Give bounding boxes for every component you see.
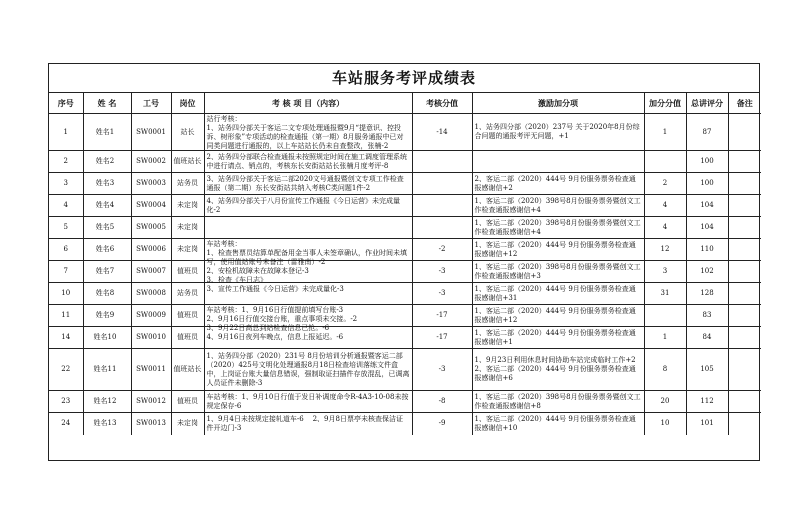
cell-post-text: 值班站长 — [173, 365, 202, 373]
cell-note — [728, 327, 761, 349]
cell-id — [131, 327, 171, 349]
cell-seq — [49, 195, 83, 217]
cell-bonus-items — [472, 114, 644, 151]
cell-deduct — [412, 195, 472, 217]
cell-name — [83, 195, 131, 217]
cell-deduct — [412, 391, 472, 413]
cell-post — [171, 114, 204, 151]
cell-items-text: 1、站务四分部（2020）231号 8月份培训分析通报暨客运二部（2020）425号文明化处理通报8月18日检查培训落练文件盒中，上岗证台账大量信息错误，强制取证扫描件存放混乱，已调离人员证件未删除-3 — [206, 351, 410, 387]
cell-total-text: 87 — [702, 127, 712, 136]
cell-bonus-items — [472, 261, 644, 283]
cell-bonus-text: 1 — [662, 333, 668, 341]
cell-post — [171, 349, 204, 391]
cell-post-text: 未定岗 — [177, 223, 198, 231]
cell-bonus-text: 20 — [660, 397, 670, 405]
cell-id-text: SW0012 — [136, 397, 166, 405]
header-note: 备注 — [728, 93, 761, 114]
cell-id-text: SW0001 — [136, 127, 166, 136]
cell-items — [204, 239, 412, 293]
header-total: 总讲评分 — [686, 93, 728, 114]
cell-total-text: 100 — [700, 157, 714, 165]
cell-bonus-items — [472, 239, 644, 261]
cell-id — [131, 349, 171, 391]
cell-post — [171, 413, 204, 435]
cell-total-text: 84 — [702, 333, 712, 341]
cell-id-text: SW0011 — [136, 365, 166, 373]
cell-post-text: 值班员 — [177, 333, 198, 341]
cell-bonus — [644, 283, 686, 305]
cell-seq — [49, 217, 83, 239]
cell-items-text: 4、站务四分部关于八月份宣传工作通报《今日运营》未完成量化-2 — [206, 196, 400, 214]
cell-note — [728, 413, 761, 435]
cell-note — [728, 114, 761, 151]
cell-bonus — [644, 327, 686, 349]
cell-deduct — [412, 239, 472, 261]
cell-deduct — [412, 217, 472, 239]
cell-id-text: SW0003 — [136, 179, 166, 187]
cell-bonus-items-text: 1、客运二部（2020）398号8月份服务票务暨创文工作检查通报感谢信+4 — [474, 196, 641, 214]
cell-post-text: 未定岗 — [177, 245, 198, 253]
cell-deduct — [412, 114, 472, 151]
cell-total-text: 83 — [702, 311, 712, 319]
cell-bonus — [644, 173, 686, 195]
cell-seq — [49, 173, 83, 195]
cell-bonus-text: 2 — [662, 179, 668, 187]
cell-bonus-text: 10 — [660, 419, 670, 428]
cell-bonus-items-text: 1、客运二部（2020）444号 9月份服务票务检查通报感谢信+10 — [474, 414, 636, 432]
cell-note — [728, 305, 761, 327]
cell-bonus — [644, 349, 686, 391]
cell-total-text: 105 — [700, 365, 714, 373]
cell-name — [83, 151, 131, 173]
table-row — [49, 261, 761, 283]
cell-id — [131, 283, 171, 305]
cell-id — [131, 151, 171, 173]
cell-bonus-items — [472, 327, 644, 349]
cell-bonus-items-text: 1、客运二部（2020）398号8月份服务票务暨创文工作检查通报感谢信+8 — [474, 392, 641, 410]
cell-name-text: 姓名7 — [95, 267, 115, 275]
cell-deduct — [412, 261, 472, 283]
cell-post-text: 未定岗 — [177, 201, 198, 209]
cell-id-text: SW0009 — [136, 311, 166, 319]
header-id: 工号 — [131, 93, 171, 114]
cell-bonus-items — [472, 151, 644, 173]
cell-total-text: 112 — [700, 397, 714, 405]
cell-id-text: SW0007 — [136, 267, 166, 275]
cell-name — [83, 391, 131, 413]
header-items: 考 核 项 目（内容） — [204, 93, 412, 114]
cell-items-text: 站行考核： 1、站务四分部关于客运二文专项处理通报暨9月“提意识、控投诉、树形象”专项活动的检查通报（第一期）8月服务通报中已对同类问题进行通报的，以上车站站长仍未自查整改，张楠-2 — [206, 114, 404, 150]
cell-name — [83, 217, 131, 239]
header-post: 岗位 — [171, 93, 204, 114]
cell-id — [131, 305, 171, 327]
cell-bonus-text: 31 — [660, 289, 670, 297]
cell-post — [171, 217, 204, 239]
cell-seq-text: 23 — [61, 397, 71, 405]
cell-name — [83, 305, 131, 327]
cell-total — [686, 195, 728, 217]
cell-id — [131, 195, 171, 217]
cell-bonus-text: 12 — [660, 245, 670, 253]
cell-deduct — [412, 173, 472, 195]
cell-items — [204, 305, 412, 332]
cell-items-text: 2、站务四分部联合检查通报未按照规定时间在施工调度管理系统中进行请点、销点的，考核东长安街站站长张楠月度考评-8 — [206, 152, 407, 170]
cell-bonus-text: 4 — [662, 201, 668, 209]
cell-post-text: 值班员 — [177, 397, 198, 405]
cell-bonus-items-text: 2、客运二部（2020）444号 9月份服务票务检查通报感谢信+2 — [474, 174, 636, 192]
cell-items — [204, 114, 412, 151]
cell-post-text: 值班站长 — [173, 157, 202, 165]
table-row — [49, 305, 761, 327]
cell-deduct-text: -2 — [438, 245, 446, 253]
cell-items-text: 4、9月16日夜列车晚点，信息上报延迟。-6 — [206, 333, 344, 341]
cell-seq — [49, 305, 83, 327]
cell-note — [728, 151, 761, 173]
cell-post — [171, 327, 204, 349]
cell-deduct-text: -17 — [436, 333, 448, 341]
cell-seq-text: 14 — [61, 333, 71, 341]
cell-bonus-items — [472, 305, 644, 327]
cell-items — [204, 413, 412, 435]
cell-deduct-text: -14 — [436, 127, 448, 136]
cell-name-text: 姓名10 — [93, 333, 117, 341]
cell-bonus-items-text: 1、客运二部（2020）398号8月份服务票务暨创文工作检查通报感谢信+3 — [474, 262, 641, 280]
cell-bonus-items — [472, 195, 644, 217]
cell-seq — [49, 413, 83, 435]
cell-id — [131, 217, 171, 239]
cell-name — [83, 261, 131, 283]
cell-seq-text: 24 — [61, 419, 71, 428]
cell-total — [686, 239, 728, 261]
cell-bonus-items — [472, 413, 644, 435]
cell-seq-text: 11 — [61, 311, 71, 319]
cell-id-text: SW0013 — [136, 419, 166, 428]
cell-bonus — [644, 151, 686, 173]
cell-total — [686, 217, 728, 239]
cell-bonus-text: 3 — [662, 267, 668, 275]
cell-bonus-items — [472, 391, 644, 413]
cell-post-text: 站务员 — [177, 179, 198, 187]
cell-id — [131, 391, 171, 413]
cell-seq — [49, 261, 83, 283]
cell-items-text: 3、站务四分部关于客运二部2020文号通报暨创文专项工作检查通报（第二期）东长安街站共纳入考核C类问题1件-2 — [206, 174, 404, 192]
cell-id-text: SW0002 — [136, 157, 166, 165]
cell-bonus-text: 1 — [662, 127, 668, 136]
cell-name — [83, 239, 131, 261]
cell-deduct-text: -9 — [438, 419, 446, 428]
table-row — [49, 173, 761, 195]
cell-name-text: 姓名9 — [95, 311, 115, 319]
cell-total — [686, 413, 728, 435]
cell-seq-text: 5 — [63, 223, 68, 231]
cell-deduct — [412, 283, 472, 305]
cell-seq-text: 3 — [63, 179, 68, 187]
cell-post-text: 值班员 — [177, 267, 198, 275]
cell-total-text: 110 — [700, 245, 714, 253]
cell-name — [83, 413, 131, 435]
cell-seq — [49, 114, 83, 151]
cell-name-text: 姓名4 — [95, 201, 115, 209]
header-bonus-items: 激励加分项 — [472, 93, 644, 114]
cell-deduct-text: -8 — [438, 397, 446, 405]
cell-name — [83, 283, 131, 305]
cell-id — [131, 114, 171, 151]
cell-name-text: 姓名13 — [93, 419, 117, 428]
cell-seq-text: 6 — [63, 245, 68, 253]
cell-note — [728, 391, 761, 413]
cell-total — [686, 261, 728, 283]
cell-post-text: 站长 — [180, 127, 195, 136]
cell-name-text: 姓名6 — [95, 245, 115, 253]
cell-note — [728, 261, 761, 283]
cell-items — [204, 151, 412, 173]
cell-name-text: 姓名8 — [95, 289, 115, 297]
cell-bonus — [644, 217, 686, 239]
cell-items-text: 车站考核：1、9月10日行值于发日补调度命令R-4A3-10-08未按规定保存-6 — [206, 392, 409, 410]
cell-id — [131, 261, 171, 283]
cell-deduct-text: -3 — [438, 289, 446, 297]
cell-total — [686, 305, 728, 327]
cell-note — [728, 217, 761, 239]
table-row — [49, 349, 761, 391]
cell-items — [204, 349, 412, 391]
cell-items-text: 车站考核： 1、检查售票员结算单配备用金当事人未签章确认，作业时间未填写，使用值站账号未备注（雷雅南）-2 2、安检机故障未在故障本登记-3 3、检查《车日志》 3、宣传工作通报《今日运营》未完成量化-3 — [206, 239, 407, 293]
table-body — [49, 114, 761, 435]
table-row — [49, 151, 761, 173]
cell-note — [728, 195, 761, 217]
cell-bonus-items-text: 1、客运二部（2020）398号8月份服务票务暨创文工作检查通报感谢信+4 — [474, 218, 641, 236]
cell-id — [131, 413, 171, 435]
table-row — [49, 239, 761, 261]
table-row — [49, 195, 761, 217]
cell-name-text: 姓名3 — [95, 179, 115, 187]
cell-bonus-items-text: 1、客运二部（2020）444号 9月份服务票务检查通报感谢信+31 — [474, 284, 636, 302]
table-row — [49, 114, 761, 151]
cell-bonus-text: 4 — [662, 223, 668, 231]
cell-note — [728, 283, 761, 305]
cell-note — [728, 349, 761, 391]
cell-bonus-items — [472, 283, 644, 305]
cell-note — [728, 239, 761, 261]
cell-post-text: 未定岗 — [177, 419, 198, 428]
cell-items — [204, 195, 412, 217]
cell-items — [204, 173, 412, 195]
cell-total — [686, 173, 728, 195]
cell-bonus — [644, 413, 686, 435]
score-sheet — [48, 63, 760, 461]
cell-seq — [49, 151, 83, 173]
cell-total — [686, 391, 728, 413]
cell-post — [171, 239, 204, 261]
cell-seq — [49, 239, 83, 261]
header-bonus: 加分分值 — [644, 93, 686, 114]
cell-deduct — [412, 305, 472, 327]
cell-note — [728, 173, 761, 195]
cell-id-text: SW0008 — [136, 289, 166, 297]
cell-bonus — [644, 305, 686, 327]
cell-name — [83, 173, 131, 195]
cell-deduct-text: -17 — [436, 311, 448, 319]
cell-seq — [49, 349, 83, 391]
header-deduct: 考核分值 — [412, 93, 472, 114]
cell-name-text: 姓名11 — [93, 365, 117, 373]
cell-deduct — [412, 349, 472, 391]
cell-name-text: 姓名5 — [95, 223, 115, 231]
cell-seq-text: 2 — [63, 157, 68, 165]
cell-bonus-items-text: 1、客运二部（2020）444号 9月份服务票务检查通报感谢信+12 — [474, 240, 636, 258]
cell-total — [686, 349, 728, 391]
cell-id-text: SW0005 — [136, 223, 166, 231]
cell-bonus — [644, 261, 686, 283]
cell-items — [204, 391, 412, 413]
cell-total — [686, 283, 728, 305]
cell-bonus-text: 8 — [662, 365, 668, 373]
cell-bonus — [644, 195, 686, 217]
cell-bonus-items-text: 1、站务四分部（2020）237号 关于2020年8月份综合问题的通报考评无问题，+1 — [474, 123, 640, 140]
cell-total — [686, 151, 728, 173]
table-row — [49, 413, 761, 435]
table-row — [49, 283, 761, 305]
cell-seq-text: 4 — [63, 201, 68, 209]
cell-total — [686, 114, 728, 151]
cell-post — [171, 195, 204, 217]
sheet-title: 车站服务考评成绩表 — [49, 64, 759, 93]
cell-bonus-items — [472, 173, 644, 195]
cell-name-text: 姓名1 — [95, 127, 115, 136]
header-seq: 序号 — [49, 93, 83, 114]
table-row — [49, 391, 761, 413]
cell-name-text: 姓名12 — [93, 397, 117, 405]
cell-bonus — [644, 239, 686, 261]
cell-total — [686, 327, 728, 349]
cell-total-text: 102 — [700, 267, 714, 275]
cell-id-text: SW0010 — [136, 333, 166, 341]
table-row — [49, 217, 761, 239]
cell-deduct-text: -3 — [438, 365, 446, 373]
cell-items-text: 1、9月4日未按规定接轧道车-6 2、9月8日票亭未核查保洁证件开边门-3 — [206, 414, 403, 432]
cell-bonus-items — [472, 349, 644, 391]
cell-seq-text: 7 — [63, 267, 68, 275]
cell-bonus-items-text: 1、客运二部（2020）444号 9月份服务票务检查通报感谢信+1 — [474, 328, 636, 346]
cell-name — [83, 327, 131, 349]
cell-deduct-text: -3 — [438, 267, 446, 275]
cell-seq-text: 22 — [61, 365, 71, 373]
cell-items-text: 车站考核：1、9月16日行值提前填写台账-3 2、9月16日行值交接台账，重点事项未交接。-2 3、9月22日高总到站检查信息已抢。-6 — [206, 305, 358, 332]
cell-post-text: 站务员 — [177, 289, 198, 297]
cell-post — [171, 283, 204, 305]
cell-deduct — [412, 327, 472, 349]
cell-items — [204, 217, 412, 239]
cell-total-text: 128 — [700, 289, 714, 297]
cell-post — [171, 151, 204, 173]
cell-name — [83, 349, 131, 391]
cell-total-text: 100 — [700, 179, 714, 187]
cell-id — [131, 239, 171, 261]
cell-bonus — [644, 391, 686, 413]
cell-deduct — [412, 151, 472, 173]
cell-bonus-items-text: 1、9月23日利用休息时间协助车站完成临时工作+2 2、客运二部（2020）444号 9月份服务票务检查通报感谢信+6 — [474, 356, 636, 382]
cell-id — [131, 173, 171, 195]
cell-name-text: 姓名2 — [95, 157, 115, 165]
cell-total-text: 104 — [700, 201, 714, 209]
cell-total-text: 101 — [700, 419, 714, 428]
cell-name — [83, 114, 131, 151]
cell-total-text: 104 — [700, 223, 714, 231]
cell-id-text: SW0004 — [136, 201, 166, 209]
cell-bonus-items-text: 1、客运二部（2020）444号 9月份服务票务检查通报感谢信+12 — [474, 306, 636, 324]
header-row — [49, 93, 761, 114]
cell-seq-text: 1 — [63, 127, 68, 136]
cell-deduct — [412, 413, 472, 435]
cell-post — [171, 305, 204, 327]
cell-seq — [49, 283, 83, 305]
cell-seq — [49, 391, 83, 413]
cell-bonus-items — [472, 217, 644, 239]
cell-seq — [49, 327, 83, 349]
table-row — [49, 327, 761, 349]
cell-seq-text: 10 — [61, 289, 71, 297]
header-name: 姓 名 — [83, 93, 131, 114]
cell-bonus — [644, 114, 686, 151]
cell-post — [171, 173, 204, 195]
cell-post-text: 值班员 — [177, 311, 198, 319]
score-table — [49, 93, 761, 435]
cell-id-text: SW0006 — [136, 245, 166, 253]
cell-post — [171, 391, 204, 413]
cell-post — [171, 261, 204, 283]
